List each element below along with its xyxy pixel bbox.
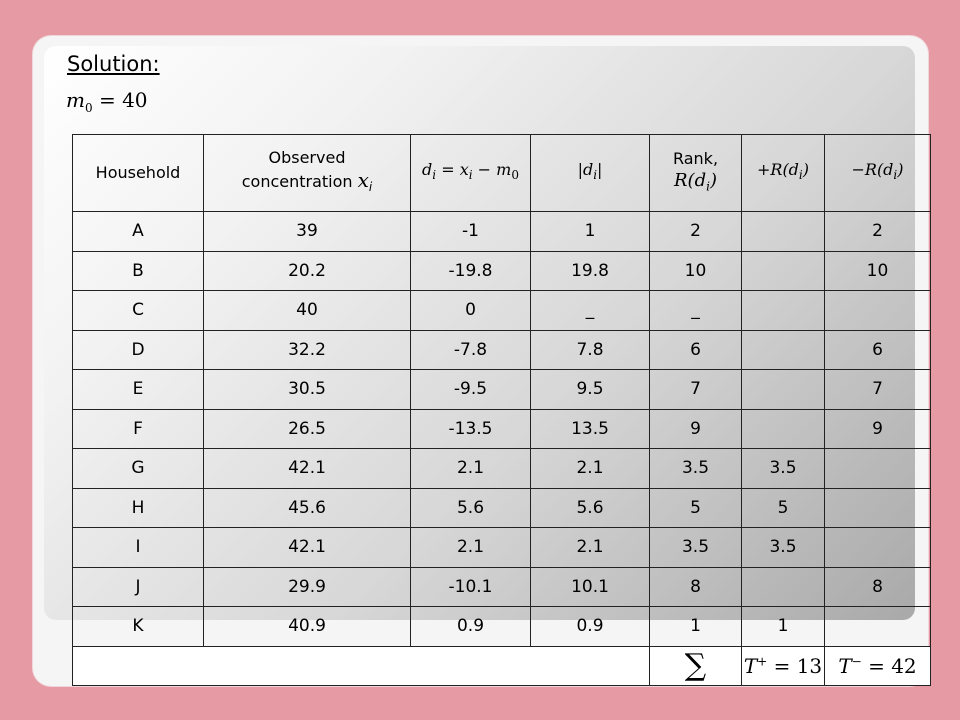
header-household: Household: [73, 135, 204, 212]
cell-plus-rank: [742, 567, 825, 607]
cell-rank: _: [650, 291, 742, 331]
header-observed-concentration: Observed concentration $x_i$: [204, 135, 411, 212]
cell-minus-rank: 10: [825, 251, 931, 291]
cell-minus-rank: [825, 449, 931, 489]
cell-di: -19.8: [411, 251, 531, 291]
table-row: [73, 528, 931, 568]
cell-di: 5.6: [411, 488, 531, 528]
table-row: [73, 251, 931, 291]
cell-di: -10.1: [411, 567, 531, 607]
table-row: [73, 370, 931, 410]
cell-minus-rank: 8: [825, 567, 931, 607]
cell-household: B: [73, 251, 204, 291]
cell-minus-rank: [825, 291, 931, 331]
cell-household: E: [73, 370, 204, 410]
cell-observed: 40: [204, 291, 411, 331]
cell-di: -9.5: [411, 370, 531, 410]
cell-rank: 7: [650, 370, 742, 410]
cell-abs-di: 2.1: [531, 528, 650, 568]
cell-observed: 45.6: [204, 488, 411, 528]
cell-observed: 26.5: [204, 409, 411, 449]
table-row: [73, 330, 931, 370]
cell-rank: 9: [650, 409, 742, 449]
cell-plus-rank: 5: [742, 488, 825, 528]
cell-plus-rank: [742, 212, 825, 252]
cell-minus-rank: 6: [825, 330, 931, 370]
table-row: [73, 488, 931, 528]
cell-abs-di: 9.5: [531, 370, 650, 410]
cell-household: H: [73, 488, 204, 528]
cell-plus-rank: [742, 370, 825, 410]
cell-plus-rank: [742, 330, 825, 370]
header-di-formula: $d_i = x_i - m_0$: [411, 135, 531, 212]
m0-equation: $m_0 = 40$: [66, 88, 148, 115]
cell-rank: 10: [650, 251, 742, 291]
cell-minus-rank: [825, 607, 931, 647]
header-minus-rank: $-R(d_i)$: [825, 135, 931, 212]
table-row: [73, 212, 931, 252]
cell-minus-rank: 7: [825, 370, 931, 410]
table-row: [73, 567, 931, 607]
cell-di: -7.8: [411, 330, 531, 370]
cell-di: 0.9: [411, 607, 531, 647]
cell-household: K: [73, 607, 204, 647]
cell-observed: 29.9: [204, 567, 411, 607]
cell-observed: 20.2: [204, 251, 411, 291]
cell-household: C: [73, 291, 204, 331]
header-row: [73, 135, 931, 212]
cell-abs-di: 10.1: [531, 567, 650, 607]
t-minus-total: T− = 42: [825, 646, 931, 685]
cell-household: J: [73, 567, 204, 607]
cell-household: G: [73, 449, 204, 489]
cell-minus-rank: 2: [825, 212, 931, 252]
cell-observed: 42.1: [204, 449, 411, 489]
header-plus-rank: $+R(d_i)$: [742, 135, 825, 212]
cell-abs-di: 7.8: [531, 330, 650, 370]
cell-abs-di: _: [531, 291, 650, 331]
cell-observed: 42.1: [204, 528, 411, 568]
cell-observed: 32.2: [204, 330, 411, 370]
slide-title: Solution:: [67, 52, 160, 76]
cell-observed: 40.9: [204, 607, 411, 647]
cell-abs-di: 19.8: [531, 251, 650, 291]
cell-abs-di: 1: [531, 212, 650, 252]
cell-minus-rank: 9: [825, 409, 931, 449]
cell-rank: 2: [650, 212, 742, 252]
cell-observed: 39: [204, 212, 411, 252]
cell-abs-di: 5.6: [531, 488, 650, 528]
cell-plus-rank: [742, 291, 825, 331]
cell-rank: 1: [650, 607, 742, 647]
table-row: [73, 449, 931, 489]
wilcoxon-rank-table: [72, 134, 931, 686]
header-rank: Rank, $R(d_i)$: [650, 135, 742, 212]
cell-plus-rank: [742, 409, 825, 449]
sum-row: [73, 646, 931, 685]
cell-abs-di: 0.9: [531, 607, 650, 647]
cell-abs-di: 13.5: [531, 409, 650, 449]
cell-rank: 3.5: [650, 449, 742, 489]
cell-rank: 3.5: [650, 528, 742, 568]
table-row: [73, 409, 931, 449]
header-abs-di: $|d_i|$: [531, 135, 650, 212]
cell-household: A: [73, 212, 204, 252]
t-plus-total: T+ = 13: [742, 646, 825, 685]
cell-di: 0: [411, 291, 531, 331]
sum-row-empty: [73, 646, 650, 685]
cell-household: D: [73, 330, 204, 370]
cell-di: 2.1: [411, 449, 531, 489]
cell-minus-rank: [825, 528, 931, 568]
table-row: [73, 607, 931, 647]
cell-rank: 8: [650, 567, 742, 607]
table-row: [73, 291, 931, 331]
cell-rank: 5: [650, 488, 742, 528]
cell-plus-rank: 1: [742, 607, 825, 647]
cell-plus-rank: 3.5: [742, 528, 825, 568]
cell-plus-rank: 3.5: [742, 449, 825, 489]
cell-di: -1: [411, 212, 531, 252]
cell-plus-rank: [742, 251, 825, 291]
cell-household: F: [73, 409, 204, 449]
cell-minus-rank: [825, 488, 931, 528]
cell-abs-di: 2.1: [531, 449, 650, 489]
cell-household: I: [73, 528, 204, 568]
sum-sigma: ∑: [650, 646, 742, 685]
cell-di: -13.5: [411, 409, 531, 449]
cell-observed: 30.5: [204, 370, 411, 410]
cell-rank: 6: [650, 330, 742, 370]
cell-di: 2.1: [411, 528, 531, 568]
